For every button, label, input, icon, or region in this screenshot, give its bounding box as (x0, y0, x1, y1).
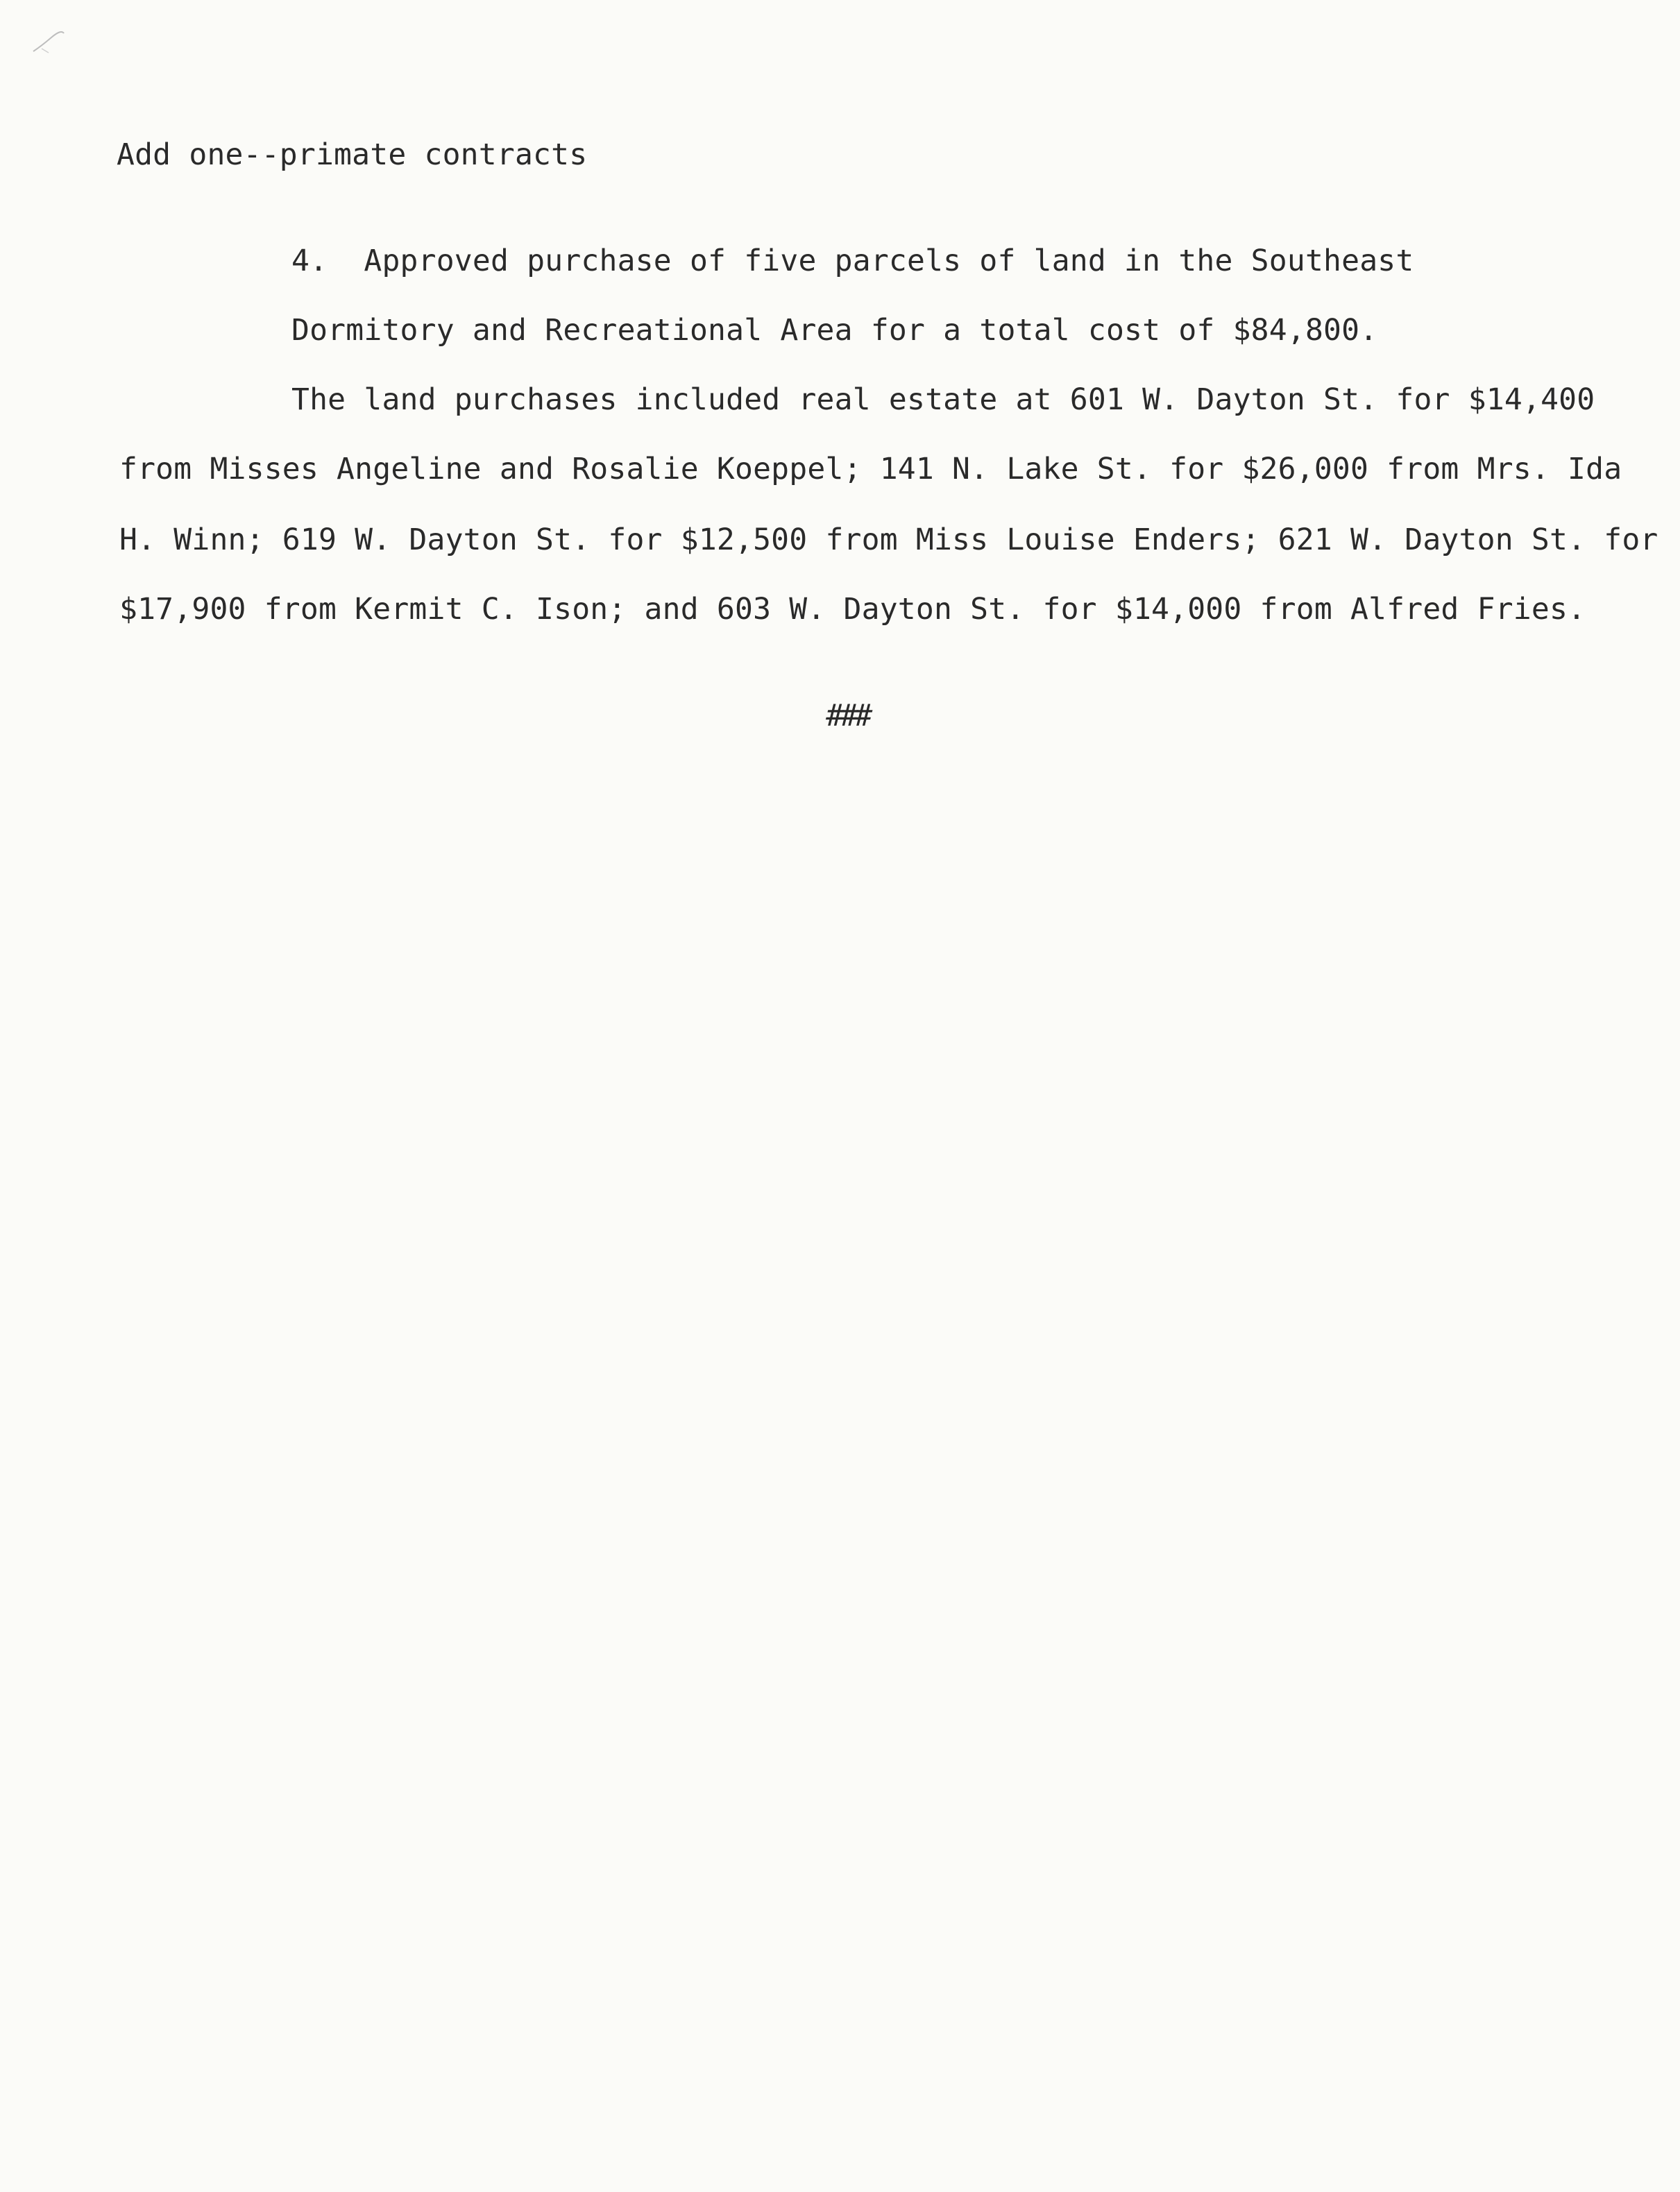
item-4-line-1: 4. Approved purchase of five parcels of land in the Southeast (291, 244, 1414, 278)
item-4-line-2: Dormitory and Recreational Area for a total cost of $84,800. (291, 313, 1378, 348)
paragraph-line-2: from Misses Angeline and Rosalie Koeppel; 141 N. Lake St. for $26,000 from Mrs. Ida (119, 452, 1622, 486)
paragraph-line-4: $17,900 from Kermit C. Ison; and 603 W. Dayton St. for $14,000 from Alfred Fries. (119, 592, 1586, 627)
paragraph-line-1: The land purchases included real estate at 601 W. Dayton St. for $14,400 (291, 382, 1595, 417)
document-heading: Add one--primate contracts (117, 137, 588, 172)
end-of-release-mark: ### (826, 698, 869, 733)
pencil-mark-icon (28, 29, 69, 57)
paragraph-line-3: H. Winn; 619 W. Dayton St. for $12,500 from Miss Louise Enders; 621 W. Dayton St. for (119, 522, 1658, 557)
